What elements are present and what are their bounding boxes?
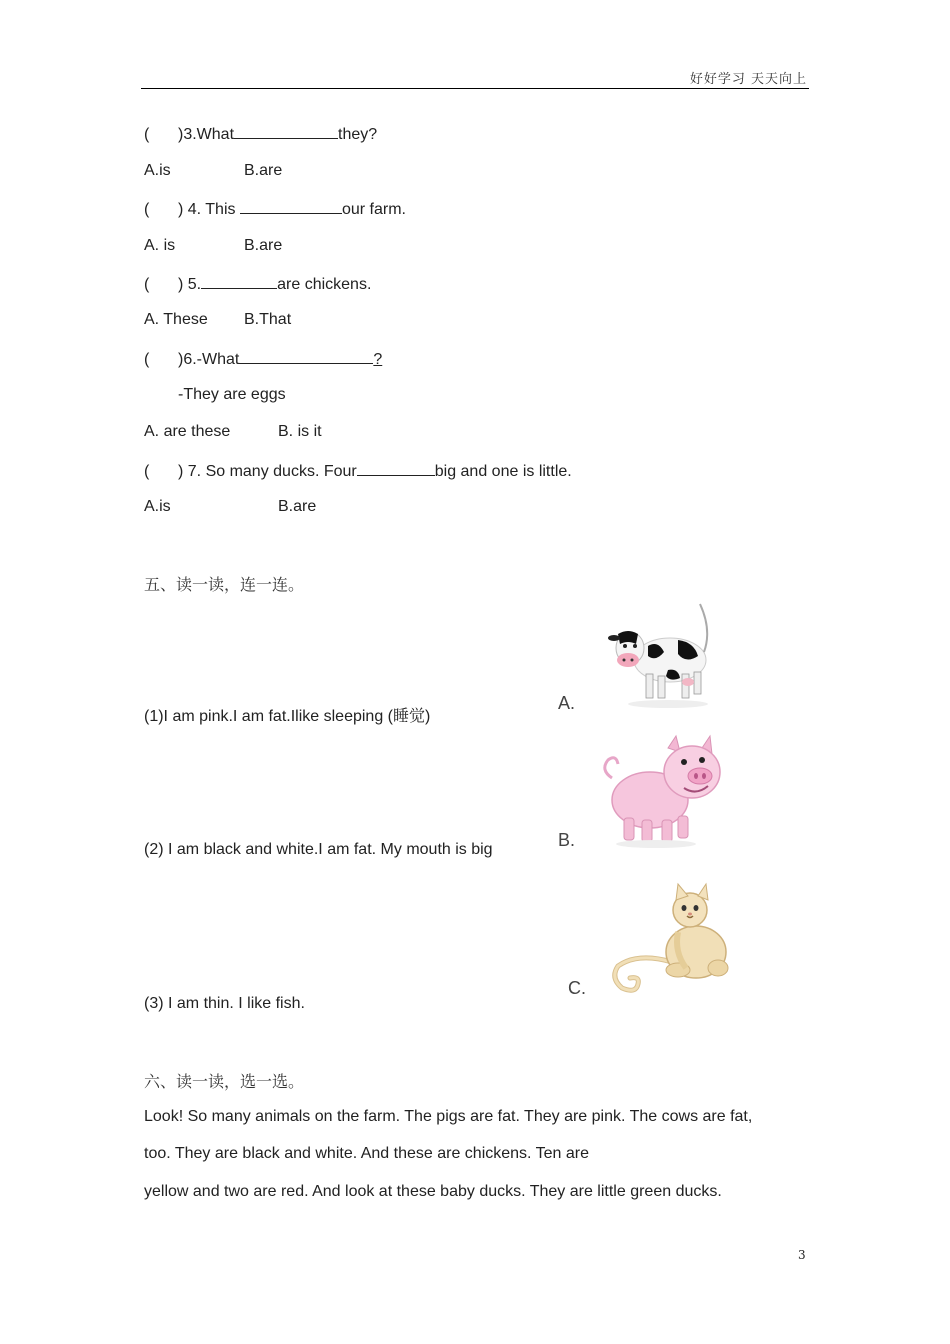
- label-c: C.: [568, 978, 586, 998]
- match-item-3: (3) I am thin. I like fish.: [144, 995, 305, 1012]
- page-number: 3: [798, 1248, 806, 1262]
- option-a: A. are these: [144, 423, 231, 440]
- option-b: B.That: [244, 311, 292, 328]
- option-b: B. is it: [278, 423, 322, 440]
- question-3-options: [144, 162, 283, 180]
- question-7: ( ) 7. So many ducks. Four big and one is little.: [144, 463, 572, 480]
- question-6-reply: -They are eggs: [178, 386, 286, 403]
- option-a: A.is: [144, 162, 171, 179]
- header-rule: [141, 88, 809, 89]
- label-a: A.: [558, 693, 576, 713]
- answer-blank[interactable]: [234, 124, 338, 139]
- question-6: ( )6.-What ?: [144, 351, 383, 368]
- label-b: B.: [558, 830, 576, 850]
- answer-blank[interactable]: [357, 461, 435, 476]
- cow-icon: [608, 600, 714, 710]
- section-6-title: 六、读一读，选一选。: [144, 1072, 305, 1091]
- answer-blank[interactable]: [201, 274, 277, 289]
- pig-icon: [598, 734, 726, 850]
- question-4: ( ) 4. This our farm.: [144, 201, 406, 218]
- cat-icon: [608, 882, 732, 998]
- option-b: B.are: [244, 237, 283, 254]
- question-3: ( )3.What they?: [144, 126, 378, 143]
- question-7-options: [144, 498, 317, 516]
- question-5: ( ) 5. are chickens.: [144, 276, 372, 293]
- question-5-options: [144, 311, 292, 329]
- answer-blank[interactable]: [239, 349, 373, 364]
- passage-line-3: yellow and two are red. And look at these baby ducks. They are little green ducks.: [144, 1183, 722, 1200]
- match-item-2: (2) I am black and white.I am fat. My mouth is big: [144, 841, 493, 858]
- question-6-options: [144, 423, 322, 441]
- passage-line-1: Look! So many animals on the farm. The pigs are fat. They are pink. The cows are fat,: [144, 1108, 753, 1125]
- option-b: B.are: [244, 162, 283, 179]
- section-5-title: 五、读一读，连一连。: [144, 575, 305, 594]
- header-motto: 好好学习 天天向上: [689, 72, 807, 87]
- option-a: A. These: [144, 311, 208, 328]
- passage-line-2: too. They are black and white. And these are chickens. Ten are: [144, 1145, 590, 1162]
- match-item-1: (1)I am pink.I am fat.Ilike sleeping (睡觉): [144, 708, 431, 725]
- option-a: A.is: [144, 498, 171, 515]
- option-b: B.are: [278, 498, 317, 515]
- question-4-options: [144, 237, 283, 255]
- option-a: A. is: [144, 237, 176, 254]
- answer-blank[interactable]: [240, 199, 342, 214]
